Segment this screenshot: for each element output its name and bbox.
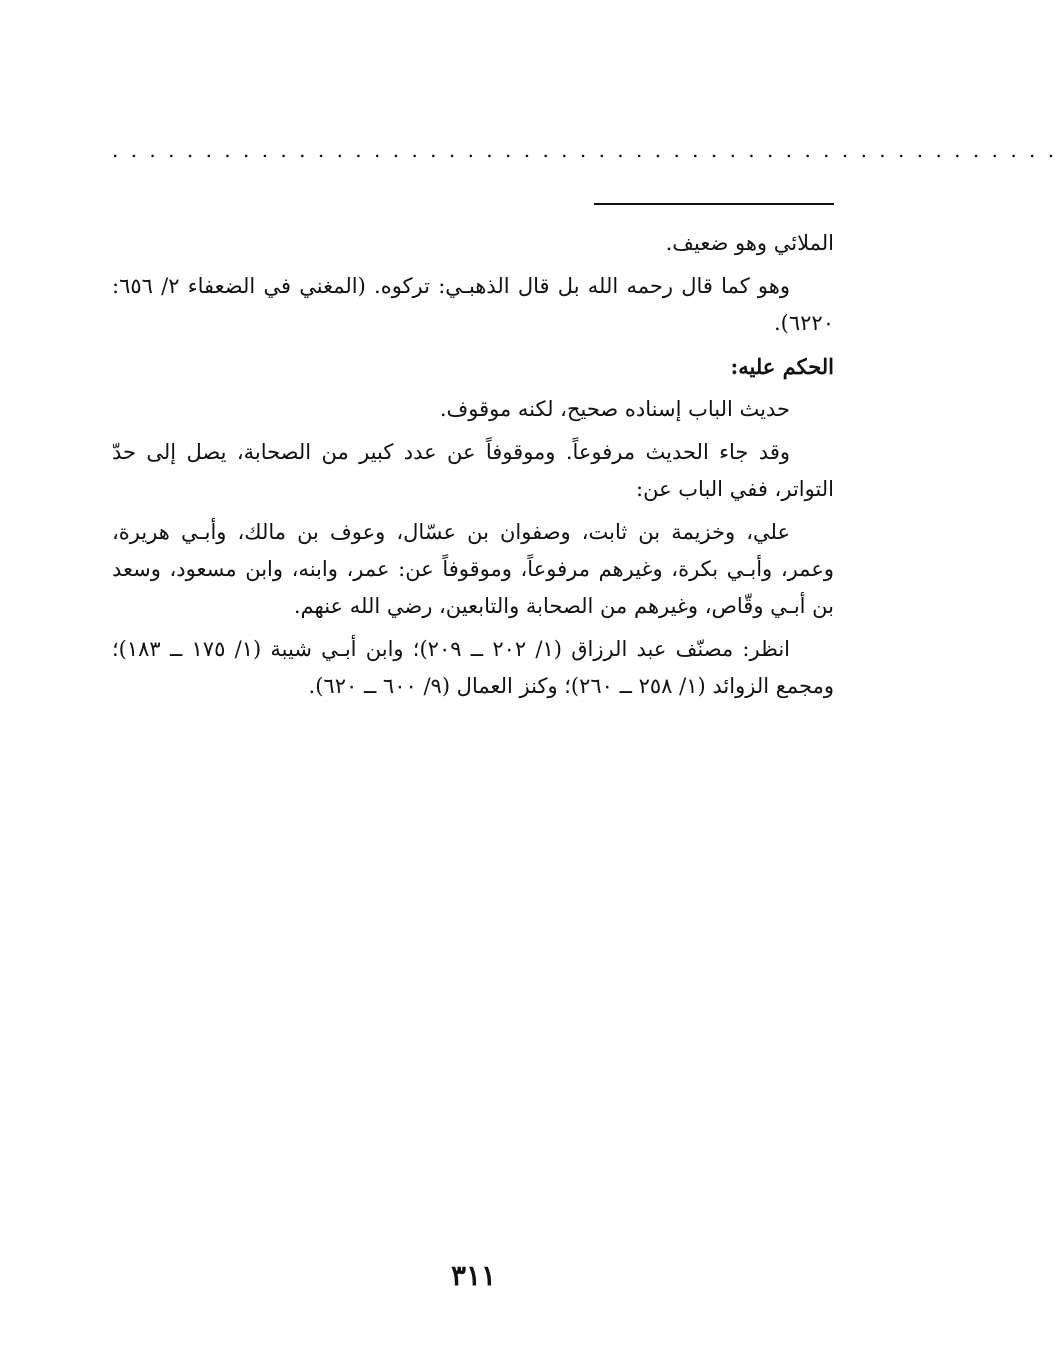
page-body (112, 225, 834, 711)
footnote-line-dhahabi: وهو كما قال رحمه الله بل قال الذهبـي: تركوه. (المغني في الضعفاء ٢/ ٦٥٦: ٦٢٢٠). (112, 274, 834, 335)
dotted-separator: . . . . . . . . . . . . . . . . . . . . . . . . . . . . . . . . . . . . . . . . . . . . . . . . . . . (112, 138, 1057, 162)
ruling-paragraph-1: حديث الباب إسناده صحيح، لكنه موقوف. (439, 397, 790, 421)
footnote-line-weak: الملائي وهو ضعيف. (665, 231, 834, 255)
ruling-paragraph-2: وقد جاء الحديث مرفوعاً. وموقوفاً عن عدد كبير من الصحابة، يصل إلى حدّ التواتر، ففي الباب عن: (112, 440, 834, 501)
ruling-paragraph-4: انظر: مصنّف عبد الرزاق (١/ ٢٠٢ ــ ٢٠٩)؛ وابن أبـي شيبة (١/ ١٧٥ ــ ١٨٣)؛ ومجمع الزوائد (١/ ٢٥٨ ــ ٢٦٠)؛ وكنز العمال (٩/ ٦٠٠ ــ ٦٢٠). (112, 637, 834, 698)
ruling-paragraph-3: علي، وخزيمة بن ثابت، وصفوان بن عسّال، وعوف بن مالك، وأبـي هريرة، وعمر، وأبـي بكرة، وغيرهم مرفوعاً، وموقوفاً عن: عمر، وابنه، وابن مسعود، وسعد بن أبـي وقّاص، وغيرهم من الصحابة والتابعين، رضي الله عنهم. (112, 520, 834, 618)
ruling-heading: الحكم عليه: (730, 354, 834, 379)
footnote-rule (594, 203, 834, 205)
page-number: ٣١١ (450, 1259, 497, 1292)
